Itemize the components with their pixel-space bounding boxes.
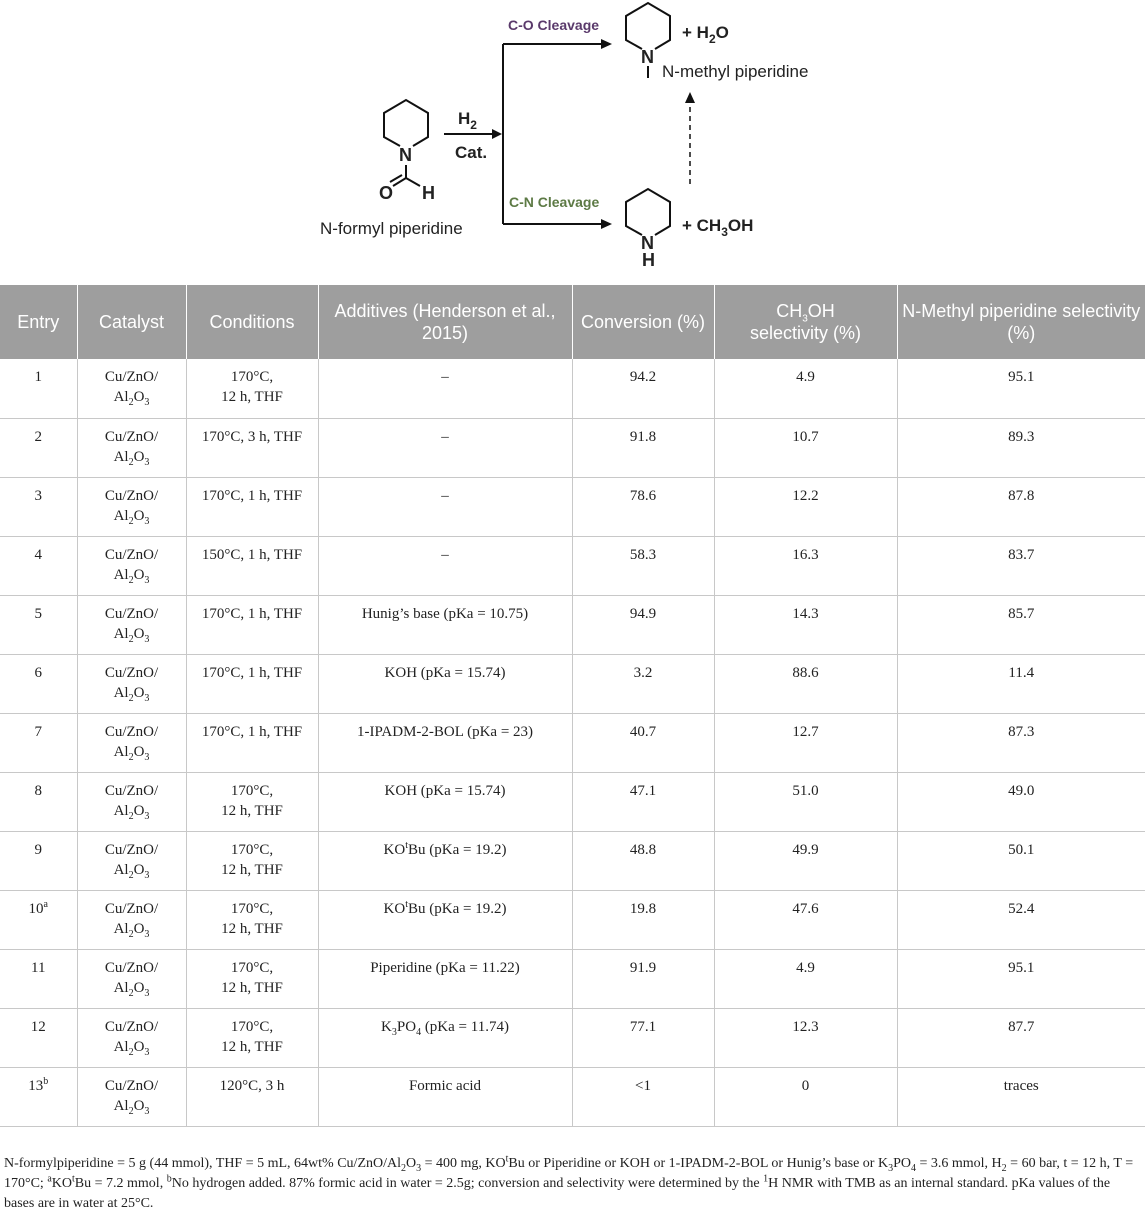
cell-entry: 11: [0, 949, 77, 1008]
cell-nmp-selectivity: 89.3: [897, 418, 1145, 477]
cell-nmp-selectivity: 83.7: [897, 536, 1145, 595]
header-nmp-selectivity: N-Methyl piperidine selectivity (%): [897, 285, 1145, 359]
cell-additive: Hunig’s base (pKa = 10.75): [318, 595, 572, 654]
cell-conversion: 94.9: [572, 595, 714, 654]
cell-nmp-selectivity: 52.4: [897, 890, 1145, 949]
table-row: [0, 654, 1145, 713]
cell-nmp-selectivity: 11.4: [897, 654, 1145, 713]
cell-entry: 6: [0, 654, 77, 713]
header-additives: Additives (Henderson et al., 2015): [318, 285, 572, 359]
cell-additive: –: [318, 536, 572, 595]
cell-conversion: 91.8: [572, 418, 714, 477]
cell-catalyst: Cu/ZnO/ $Al_2O_3$: [77, 359, 186, 418]
cell-conditions: 170°C, 12 h, THF: [186, 831, 318, 890]
header-conditions: Conditions: [186, 285, 318, 359]
cell-nmp-selectivity: 49.0: [897, 772, 1145, 831]
cell-conditions: 170°C, 1 h, THF: [186, 477, 318, 536]
cell-conversion: 3.2: [572, 654, 714, 713]
cell-conditions: 170°C, 12 h, THF: [186, 890, 318, 949]
cell-conversion: 48.8: [572, 831, 714, 890]
piperidine-n-atom: N: [641, 233, 654, 253]
cell-ch3oh-selectivity: 47.6: [714, 890, 897, 949]
cell-ch3oh-selectivity: 0: [714, 1067, 897, 1126]
cell-ch3oh-selectivity: 88.6: [714, 654, 897, 713]
cell-additive: KOH (pKa = 15.74): [318, 772, 572, 831]
cell-additive: $KO^tBu$ (pKa = 19.2): [318, 890, 572, 949]
table-row: [0, 772, 1145, 831]
cell-entry: 5: [0, 595, 77, 654]
cell-conversion: 47.1: [572, 772, 714, 831]
reactant-n-atom: N: [399, 145, 412, 165]
cell-catalyst: Cu/ZnO/ $Al_2O_3$: [77, 654, 186, 713]
table-row: [0, 418, 1145, 477]
table-header-row: [0, 285, 1145, 359]
cell-ch3oh-selectivity: 12.3: [714, 1008, 897, 1067]
reactant-h-atom: H: [422, 183, 435, 203]
table-row: [0, 890, 1145, 949]
cell-conditions: 170°C, 12 h, THF: [186, 1008, 318, 1067]
cell-nmp-selectivity: 87.7: [897, 1008, 1145, 1067]
cell-ch3oh-selectivity: 49.9: [714, 831, 897, 890]
table-row: [0, 1067, 1145, 1126]
cell-entry: 13$^b$: [0, 1067, 77, 1126]
table-row: [0, 949, 1145, 1008]
cell-catalyst: Cu/ZnO/ $Al_2O_3$: [77, 890, 186, 949]
header-ch3oh-selectivity: $CH_3OH$ selectivity (%): [714, 285, 897, 359]
cell-catalyst: Cu/ZnO/ $Al_2O_3$: [77, 1008, 186, 1067]
cell-catalyst: Cu/ZnO/ $Al_2O_3$: [77, 831, 186, 890]
cell-catalyst: Cu/ZnO/ $Al_2O_3$: [77, 418, 186, 477]
header-conversion: Conversion (%): [572, 285, 714, 359]
cell-nmp-selectivity: 50.1: [897, 831, 1145, 890]
reactant-o-atom: O: [379, 183, 394, 203]
cell-additive: 1-IPADM-2-BOL (pKa = 23): [318, 713, 572, 772]
piperidine-h-atom: H: [642, 250, 655, 270]
cell-entry: 8: [0, 772, 77, 831]
cell-catalyst: Cu/ZnO/ $Al_2O_3$: [77, 477, 186, 536]
cell-nmp-selectivity: 85.7: [897, 595, 1145, 654]
cell-entry: 10$^a$: [0, 890, 77, 949]
reactant-structure: [320, 100, 463, 238]
cell-conversion: 94.2: [572, 359, 714, 418]
cell-additive: –: [318, 359, 572, 418]
cell-additive: –: [318, 477, 572, 536]
cell-ch3oh-selectivity: 4.9: [714, 359, 897, 418]
table-footnote: N-formylpiperidine = 5 g (44 mmol), THF = 5 mL, 64wt% $Cu/ZnO/Al_2O_3 = 400$ mg, $KO^tBu$ or Piperidine or KOH or 1-IPADM-2-BOL or Hunig’s base or $K_3PO_4 = 3.6$ mmol, $H_2 = 60$ bar, t = 12 h, T = 170°C; $^aKO^tBu = 7.2$ mmol, $^b$No hydrogen added. 87% formic acid in water = 2.5g; conversion and selectivity were determined by the $^1$H NMR with TMB as an internal standard. pKa values of the bases are in water at 25°C.: [4, 1153, 1134, 1211]
cell-catalyst: Cu/ZnO/ $Al_2O_3$: [77, 713, 186, 772]
table-row: [0, 1008, 1145, 1067]
table-row: [0, 359, 1145, 418]
cell-ch3oh-selectivity: 4.9: [714, 949, 897, 1008]
cell-additive: $KO^tBu$ (pKa = 19.2): [318, 831, 572, 890]
co-cleavage-label: C-O Cleavage: [508, 17, 600, 33]
header-entry: Entry: [0, 285, 77, 359]
cell-additive: KOH (pKa = 15.74): [318, 654, 572, 713]
cell-conversion: 78.6: [572, 477, 714, 536]
cell-conditions: 170°C, 12 h, THF: [186, 949, 318, 1008]
cell-ch3oh-selectivity: 12.7: [714, 713, 897, 772]
cell-additive: $K_3PO_4$ (pKa = 11.74): [318, 1008, 572, 1067]
cell-catalyst: Cu/ZnO/ $Al_2O_3$: [77, 1067, 186, 1126]
cell-nmp-selectivity: 95.1: [897, 949, 1145, 1008]
cell-conditions: 150°C, 1 h, THF: [186, 536, 318, 595]
header-catalyst: Catalyst: [77, 285, 186, 359]
cell-conversion: <1: [572, 1067, 714, 1126]
cell-catalyst: Cu/ZnO/ $Al_2O_3$: [77, 595, 186, 654]
cell-entry: 9: [0, 831, 77, 890]
cell-conversion: 91.9: [572, 949, 714, 1008]
reaction-scheme: [0, 0, 1145, 282]
cell-conditions: 170°C, 12 h, THF: [186, 359, 318, 418]
top-byproduct-water: + $H_2O$: [682, 23, 729, 46]
table-row: [0, 713, 1145, 772]
table-row: [0, 831, 1145, 890]
cell-conditions: 170°C, 1 h, THF: [186, 654, 318, 713]
cell-conversion: 58.3: [572, 536, 714, 595]
cn-cleavage-label: C-N Cleavage: [509, 194, 600, 210]
cell-entry: 12: [0, 1008, 77, 1067]
cell-entry: 1: [0, 359, 77, 418]
reagent-catalyst: Cat.: [455, 143, 488, 162]
cell-nmp-selectivity: traces: [897, 1067, 1145, 1126]
cell-conversion: 19.8: [572, 890, 714, 949]
cell-entry: 2: [0, 418, 77, 477]
cell-nmp-selectivity: 95.1: [897, 359, 1145, 418]
product-n-atom: N: [641, 47, 654, 67]
cell-additive: –: [318, 418, 572, 477]
cell-conditions: 170°C, 3 h, THF: [186, 418, 318, 477]
cell-ch3oh-selectivity: 12.2: [714, 477, 897, 536]
cell-additive: Formic acid: [318, 1067, 572, 1126]
piperidine-structure: [626, 189, 753, 270]
cell-ch3oh-selectivity: 16.3: [714, 536, 897, 595]
cell-entry: 4: [0, 536, 77, 595]
table-row: [0, 536, 1145, 595]
cell-nmp-selectivity: 87.8: [897, 477, 1145, 536]
cell-ch3oh-selectivity: 10.7: [714, 418, 897, 477]
bottom-byproduct-methanol: + $CH_3OH$: [682, 216, 754, 239]
cell-conversion: 40.7: [572, 713, 714, 772]
results-table: [0, 285, 1145, 1127]
cell-catalyst: Cu/ZnO/ $Al_2O_3$: [77, 536, 186, 595]
cell-conditions: 120°C, 3 h: [186, 1067, 318, 1126]
cell-catalyst: Cu/ZnO/ $Al_2O_3$: [77, 772, 186, 831]
cell-ch3oh-selectivity: 51.0: [714, 772, 897, 831]
reagent-h2: $H_2$: [458, 109, 477, 132]
cell-nmp-selectivity: 87.3: [897, 713, 1145, 772]
top-product-label: N-methyl piperidine: [662, 62, 809, 81]
reactant-label: N-formyl piperidine: [320, 219, 463, 238]
cell-entry: 7: [0, 713, 77, 772]
n-methyl-piperidine-structure: [626, 3, 808, 81]
cell-conditions: 170°C, 12 h, THF: [186, 772, 318, 831]
table-row: [0, 595, 1145, 654]
table-row: [0, 477, 1145, 536]
cell-conditions: 170°C, 1 h, THF: [186, 595, 318, 654]
cell-ch3oh-selectivity: 14.3: [714, 595, 897, 654]
cell-entry: 3: [0, 477, 77, 536]
cell-conversion: 77.1: [572, 1008, 714, 1067]
cell-conditions: 170°C, 1 h, THF: [186, 713, 318, 772]
cell-catalyst: Cu/ZnO/ $Al_2O_3$: [77, 949, 186, 1008]
cell-additive: Piperidine (pKa = 11.22): [318, 949, 572, 1008]
